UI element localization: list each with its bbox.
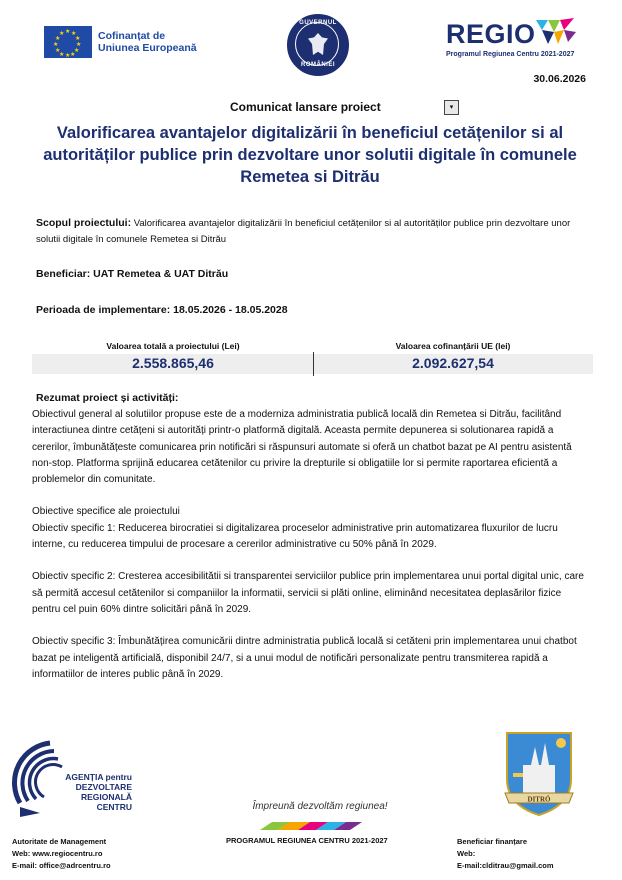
adr-centru-text [52,772,132,812]
document-date: 30.06.2026 [533,73,586,85]
gov-seal-bottom-text: ROMÂNIEI [301,62,335,68]
scope-label: Scopul proiectului: [36,217,132,229]
eu-line2: Uniunea Europeană [98,42,197,54]
adr-line3: REGIONALĂ [81,792,132,802]
ue-value-label: Valoarea cofinanțării UE (lei) [395,341,511,351]
footer-beneficiary [457,836,554,872]
footer-right-title: Beneficiar finanțare [457,837,528,846]
values-divider [313,352,314,376]
adr-line2: DEZVOLTARE [75,782,132,792]
ditro-banner-text: DITRÓ [527,795,551,804]
specific-objective-2: Obiectiv specific 2: Cresterea accesibilitătii si transparentei serviciilor publice prin implementarea unui portal digital unic, care să permită accesul cetătenilor si companiilor la informatii, servicii si plăti online, eliminând necesitatea deplasărilor fizice pentru cel puin 60% dintre solicitări până în 2029. [32,571,584,615]
eu-flag-icon: ★ ★ ★ ★ ★ ★ ★ ★ ★ ★ ★ ★ [44,26,92,58]
communication-type-dropdown[interactable]: ▾ [444,100,459,115]
footer-right-email: E-mail:clditrau@gmail.com [457,861,554,870]
beneficiary: Beneficiar: UAT Remetea & UAT Ditrău [36,268,229,280]
regio-word: REGIO [446,19,536,49]
project-scope [36,215,576,248]
footer-program-name: PROGRAMUL REGIUNEA CENTRU 2021-2027 [226,836,388,845]
gov-seal-top-text: GUVERNUL [299,20,337,26]
specific-objectives-heading: Obiective specifice ale proiectului [32,506,180,518]
summary-heading: Rezumat proiect și activități: [36,392,179,404]
footer-left-email: E-mail: office@adrcentru.ro [12,861,111,870]
footer-left-title: Autoritate de Management [12,837,107,846]
eu-line1: Cofinanțat de [98,30,166,42]
footer-color-bar [210,822,420,830]
implementation-period: Perioada de implementare: 18.05.2026 - 18.05.2028 [36,304,288,316]
ditro-coat-of-arms [501,729,577,817]
adr-line4: CENTRU [96,802,132,812]
specific-objective-1: Obiectiv specific 1: Reducerea birocratiei si digitalizarea proceselor administrative prin automatizarea fluxurilor de lucru interne, cu reducerea timpului de procesare a cererilor administrative cu 50% până în 2029. [32,522,558,551]
footer-right-web: Web: [457,849,476,858]
total-value: 2.558.865,46 [132,355,214,371]
government-seal-logo [287,14,349,76]
regio-triangle-icon [534,16,578,48]
total-value-label: Valoarea totală a proiectului (Lei) [106,341,240,351]
project-title: Valorificarea avantajelor digitalizării în beneficiul cetățenilor si al autorităților publice prin dezvoltare unor solutii digitale în comunele Remetea si Ditrău [43,124,577,186]
slogan: Împreună dezvoltăm regiunea! [252,801,388,812]
summary-body [32,407,592,683]
communication-type-label: Comunicat lansare proiect [230,100,381,114]
adr-line1: AGENȚIA pentru [65,772,132,782]
specific-objective-3: Obiectiv specific 3: Îmbunătățirea comunicării dintre administratia publică locală si cetăteni prin implementarea unui chatbot bazat pe inteligentă artificială, disponibil 24/7, si a unui modul de notificări personalizate pentru transmiterea rapidă a informatiilor de interes public până în 2029. [32,636,577,680]
eu-cofinancing-logo [44,26,197,58]
general-objective: Obiectivul general al solutiilor propuse este de a moderniza administratia publică locală din Remetea si Ditrău, facilitând interactiunea dintre cetățeni si autorități printr-o platformă digitală. Aceasta permite depunerea si solutionarea rapidă a cererilor, îmbunătățeste comunicarea prin notificări si răspunsuri automate si oferă un chatbot bazat pe AI pentru asistentă non-stop. Platforma sprijină educarea cetătenilor cu privire la drepturile si obligatiile lor si permite raportarea eficientă a problemelor din comunitate. [32,409,572,486]
regio-subtitle: Programul Regiunea Centru 2021-2027 [446,51,575,58]
footer-management-authority [12,836,111,872]
footer-left-web: Web: www.regiocentru.ro [12,849,103,858]
ue-value: 2.092.627,54 [412,355,494,371]
scope-text: Valorificarea avantajelor digitalizării în beneficiul cetățenilor si al autorităților publice prin dezvoltare unor solutii digitale în comunele Remetea si Ditrău [36,218,571,245]
